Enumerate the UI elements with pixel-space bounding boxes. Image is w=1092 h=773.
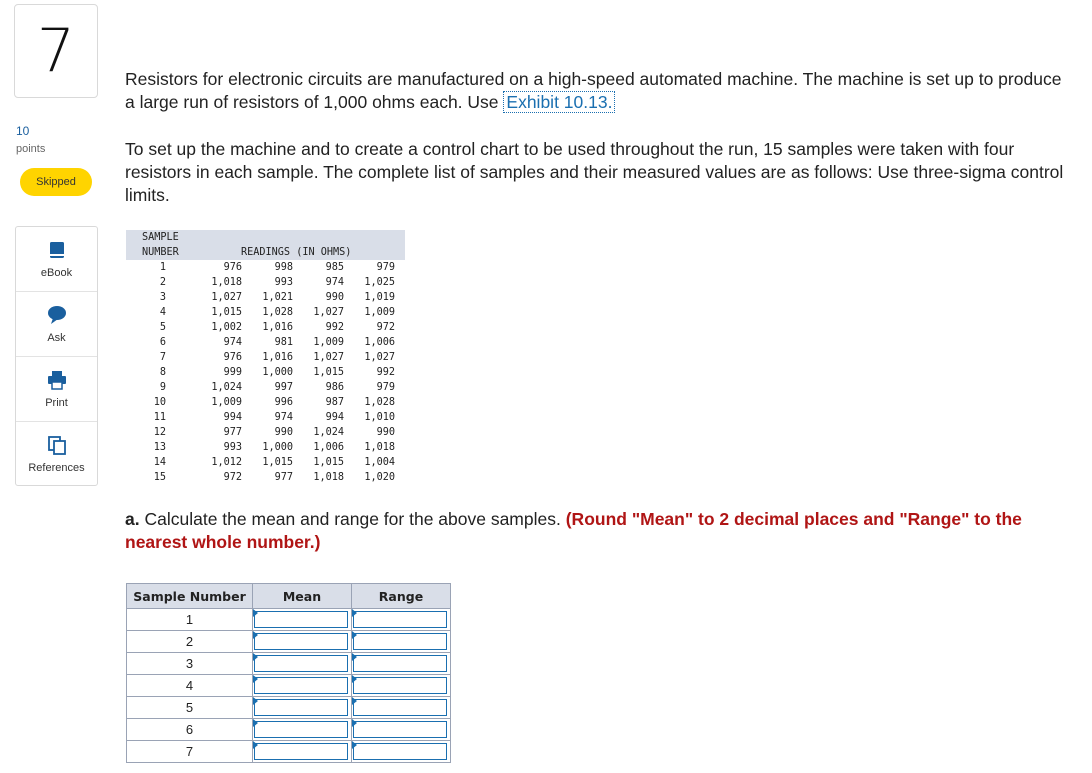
mean-cell (253, 653, 352, 675)
ebook-label: eBook (40, 267, 73, 279)
reading-cell: 1,018 (313, 472, 344, 483)
printer-icon (47, 370, 67, 390)
ask-label: Ask (47, 332, 66, 344)
reading-cell: 1,012 (211, 457, 242, 468)
answer-sample-number: 5 (127, 697, 253, 719)
sample-number-cell: 14 (153, 457, 166, 468)
range-input[interactable] (353, 611, 447, 628)
reading-cell: 1,028 (364, 397, 395, 408)
mean-cell (253, 741, 352, 763)
sample-number-cell: 15 (153, 472, 166, 483)
reading-cell: 974 (223, 337, 242, 348)
copy-icon (47, 435, 67, 455)
reading-cell: 1,024 (211, 382, 242, 393)
reading-cell: 1,020 (364, 472, 395, 483)
answer-sample-number: 3 (127, 653, 253, 675)
readings-row (126, 395, 405, 410)
reading-cell: 987 (325, 397, 344, 408)
mean-cell (253, 609, 352, 631)
reading-cell: 1,006 (364, 337, 395, 348)
readings-row (126, 320, 405, 335)
reading-cell: 1,010 (364, 412, 395, 423)
part-a-instruction: (Round "Mean" to 2 decimal places and "Range" to the nearest whole number.) (125, 509, 1022, 552)
header-sample-number: Sample Number (127, 584, 253, 609)
reading-cell: 1,009 (313, 337, 344, 348)
tools-panel (15, 226, 98, 486)
part-a-prefix: a. (125, 509, 140, 529)
range-input[interactable] (353, 721, 447, 738)
reading-cell: 997 (274, 382, 293, 393)
header-number: NUMBER (142, 247, 179, 258)
mean-cell (253, 631, 352, 653)
reading-cell: 1,000 (262, 367, 293, 378)
reading-cell: 1,015 (211, 307, 242, 318)
reading-cell: 972 (376, 322, 395, 333)
reading-cell: 1,019 (364, 292, 395, 303)
header-range: Range (352, 584, 451, 609)
reading-cell: 1,000 (262, 442, 293, 453)
sample-number-cell: 2 (159, 277, 166, 288)
answer-sample-number: 6 (127, 719, 253, 741)
sample-number-cell: 13 (153, 442, 166, 453)
reading-cell: 985 (325, 262, 344, 273)
readings-row (126, 410, 405, 425)
readings-row (126, 365, 405, 380)
header-readings: READINGS (IN OHMS) (241, 247, 352, 258)
sample-number-cell: 4 (159, 307, 166, 318)
reading-cell: 1,024 (313, 427, 344, 438)
reading-cell: 992 (325, 322, 344, 333)
answer-table (126, 583, 451, 763)
answer-row (127, 741, 451, 763)
sample-number-cell: 11 (153, 412, 166, 423)
reading-cell: 1,027 (211, 292, 242, 303)
reading-cell: 1,015 (262, 457, 293, 468)
ebook-button[interactable] (16, 227, 97, 292)
reading-cell: 976 (223, 262, 242, 273)
sample-number-cell: 9 (159, 382, 166, 393)
sample-number-cell: 12 (153, 427, 166, 438)
mean-input[interactable] (254, 633, 348, 650)
readings-row (126, 425, 405, 440)
reading-cell: 993 (274, 277, 293, 288)
part-a-question (125, 508, 1065, 554)
sample-number-cell: 8 (159, 367, 166, 378)
readings-row (126, 350, 405, 365)
mean-input[interactable] (254, 743, 348, 760)
answer-sample-number: 1 (127, 609, 253, 631)
reading-cell: 990 (274, 427, 293, 438)
reading-cell: 972 (223, 472, 242, 483)
answer-row (127, 697, 451, 719)
sample-number-cell: 1 (159, 262, 166, 273)
answer-body (127, 609, 451, 763)
reading-cell: 994 (223, 412, 242, 423)
readings-row (126, 455, 405, 470)
print-button[interactable] (16, 357, 97, 422)
reading-cell: 979 (376, 382, 395, 393)
reading-cell: 992 (376, 367, 395, 378)
answer-sample-number: 2 (127, 631, 253, 653)
answer-row (127, 653, 451, 675)
readings-row (126, 290, 405, 305)
reading-cell: 979 (376, 262, 395, 273)
range-cell (352, 719, 451, 741)
readings-row (126, 470, 405, 485)
reading-cell: 1,021 (262, 292, 293, 303)
mean-input[interactable] (254, 611, 348, 628)
reading-cell: 1,009 (364, 307, 395, 318)
reading-cell: 999 (223, 367, 242, 378)
range-cell (352, 631, 451, 653)
mean-cell (253, 719, 352, 741)
reading-cell: 981 (274, 337, 293, 348)
mean-input[interactable] (254, 721, 348, 738)
status-badge: Skipped (20, 168, 92, 196)
reading-cell: 1,016 (262, 352, 293, 363)
sample-number-cell: 10 (153, 397, 166, 408)
sample-number-cell: 6 (159, 337, 166, 348)
reading-cell: 1,015 (313, 457, 344, 468)
range-input[interactable] (353, 743, 447, 760)
prompt-paragraph-2: To set up the machine and to create a control chart to be used throughout the run, 15 samples were taken with four resistors in each sample. The complete list of samples and their measured values are as follows: Use three-sigma control limits. (125, 139, 1064, 205)
points-label: points (16, 143, 46, 155)
references-button[interactable] (16, 422, 97, 486)
reading-cell: 990 (325, 292, 344, 303)
reading-cell: 1,016 (262, 322, 293, 333)
answer-sample-number: 4 (127, 675, 253, 697)
answer-row (127, 675, 451, 697)
readings-row (126, 275, 405, 290)
reading-cell: 1,015 (313, 367, 344, 378)
answer-row (127, 609, 451, 631)
reading-cell: 1,009 (211, 397, 242, 408)
prompt-text-1: Resistors for electronic circuits are manufactured on a high-speed automated machine. The machine is set up to produce a large run of resistors of 1,000 ohms each. Use (125, 69, 1062, 112)
reading-cell: 1,018 (211, 277, 242, 288)
mean-cell (253, 675, 352, 697)
reading-cell: 1,027 (313, 307, 344, 318)
sample-number-cell: 7 (159, 352, 166, 363)
readings-row (126, 335, 405, 350)
reading-cell: 994 (325, 412, 344, 423)
reading-cell: 976 (223, 352, 242, 363)
references-label: References (28, 462, 85, 474)
readings-table (126, 230, 405, 485)
range-input[interactable] (353, 677, 447, 694)
reading-cell: 1,027 (313, 352, 344, 363)
book-icon (47, 240, 67, 260)
mean-input[interactable] (254, 655, 348, 672)
mean-cell (253, 697, 352, 719)
reading-cell: 990 (376, 427, 395, 438)
header-sample: SAMPLE (142, 232, 179, 243)
reading-cell: 977 (223, 427, 242, 438)
prompt-paragraph-1 (125, 68, 1065, 114)
readings-body (126, 260, 405, 485)
ask-button[interactable] (16, 292, 97, 357)
readings-row (126, 380, 405, 395)
sample-number-cell: 5 (159, 322, 166, 333)
range-input[interactable] (353, 699, 447, 716)
range-cell (352, 609, 451, 631)
mean-input[interactable] (254, 699, 348, 716)
range-cell (352, 653, 451, 675)
reading-cell: 977 (274, 472, 293, 483)
reading-cell: 993 (223, 442, 242, 453)
question-number: 7 (14, 4, 98, 98)
reading-cell: 974 (325, 277, 344, 288)
answer-sample-number: 7 (127, 741, 253, 763)
range-input[interactable] (353, 633, 447, 650)
chat-bubble-icon (47, 305, 67, 325)
reading-cell: 974 (274, 412, 293, 423)
reading-cell: 1,004 (364, 457, 395, 468)
header-mean: Mean (253, 584, 352, 609)
range-cell (352, 697, 451, 719)
reading-cell: 1,025 (364, 277, 395, 288)
part-a-text: Calculate the mean and range for the above samples. (144, 509, 561, 529)
readings-row (126, 260, 405, 275)
readings-row (126, 305, 405, 320)
readings-row (126, 440, 405, 455)
reading-cell: 996 (274, 397, 293, 408)
readings-header (126, 230, 405, 260)
range-cell (352, 741, 451, 763)
print-label: Print (45, 397, 68, 409)
reading-cell: 986 (325, 382, 344, 393)
reading-cell: 1,018 (364, 442, 395, 453)
exhibit-link[interactable]: Exhibit 10.13. (503, 91, 615, 113)
sample-number-cell: 3 (159, 292, 166, 303)
reading-cell: 1,027 (364, 352, 395, 363)
reading-cell: 1,002 (211, 322, 242, 333)
mean-input[interactable] (254, 677, 348, 694)
answer-row (127, 631, 451, 653)
answer-row (127, 719, 451, 741)
points-value: 10 (16, 124, 30, 138)
range-cell (352, 675, 451, 697)
range-input[interactable] (353, 655, 447, 672)
reading-cell: 1,028 (262, 307, 293, 318)
reading-cell: 1,006 (313, 442, 344, 453)
reading-cell: 998 (274, 262, 293, 273)
